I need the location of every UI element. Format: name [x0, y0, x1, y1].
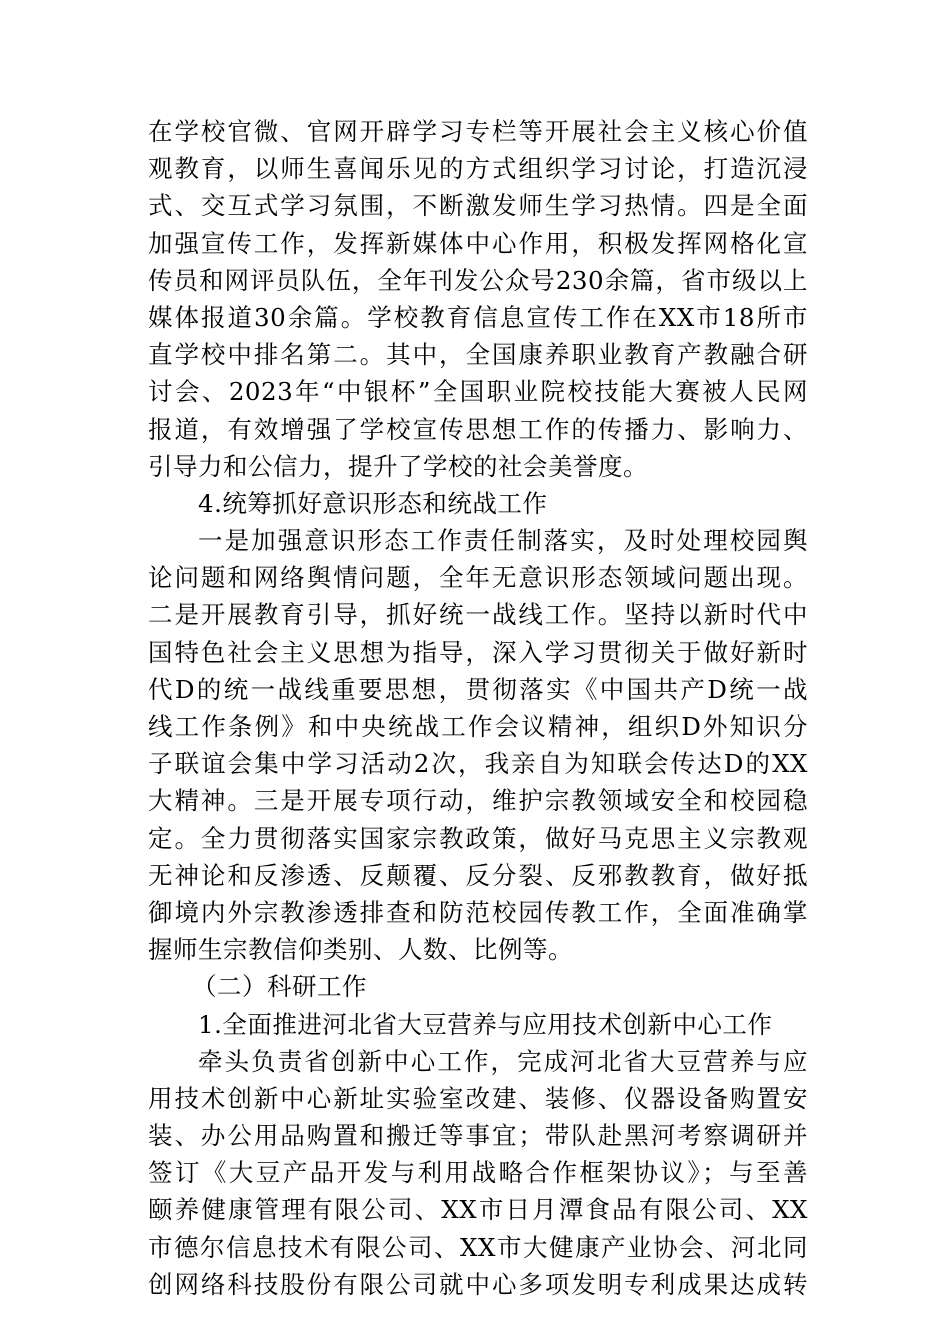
body-line: 定。全力贯彻落实国家宗教政策，做好马克思主义宗教观 — [148, 823, 808, 853]
body-line: 一是加强意识形态工作责任制落实，及时处理校园舆 — [198, 526, 808, 556]
body-line: 市德尔信息技术有限公司、XX市大健康产业协会、河北同 — [148, 1232, 808, 1262]
body-line: 讨会、2023年“中银杯”全国职业院校技能大赛被人民网 — [148, 377, 808, 407]
body-line: 在学校官微、官网开辟学习专栏等开展社会主义核心价值 — [148, 117, 808, 146]
body-line: 观教育，以师生喜闻乐见的方式组织学习讨论，打造沉浸 — [148, 154, 808, 184]
body-line: 装、办公用品购置和搬迁等事宜；带队赴黑河考察调研并 — [148, 1121, 808, 1151]
body-line: 二是开展教育引导，抓好统一战线工作。坚持以新时代中 — [148, 600, 808, 630]
body-line: 加强宣传工作，发挥新媒体中心作用，积极发挥网格化宣 — [148, 228, 808, 258]
body-line: 代D的统一战线重要思想，贯彻落实《中国共产D统一战 — [148, 674, 808, 704]
body-line: 直学校中排名第二。其中，全国康养职业教育产教融合研 — [148, 340, 808, 370]
body-line: 握师生宗教信仰类别、人数、比例等。 — [148, 935, 573, 965]
section-heading: 4.统筹抓好意识形态和统战工作 — [198, 488, 548, 518]
body-line: 论问题和网络舆情问题，全年无意识形态领域问题出现。 — [148, 563, 808, 593]
body-line: 引导力和公信力，提升了学校的社会美誉度。 — [148, 451, 648, 481]
body-line: 牵头负责省创新中心工作，完成河北省大豆营养与应 — [198, 1046, 808, 1076]
body-line: 线工作条例》和中央统战工作会议精神，组织D外知识分 — [148, 712, 808, 741]
body-line: 用技术创新中心新址实验室改建、装修、仪器设备购置安 — [148, 1083, 808, 1113]
document-page — [148, 113, 808, 1303]
body-line: 无神论和反渗透、反颠覆、反分裂、反邪教教育，做好抵 — [148, 860, 808, 890]
chapter-heading: （二）科研工作 — [192, 972, 367, 1002]
section-heading: 1.全面推进河北省大豆营养与应用技术创新中心工作 — [198, 1009, 773, 1039]
body-line: 国特色社会主义思想为指导，深入学习贯彻关于做好新时 — [148, 637, 808, 667]
body-line: 媒体报道30余篇。学校教育信息宣传工作在XX市18所市 — [148, 302, 808, 332]
body-line: 报道，有效增强了学校宣传思想工作的传播力、影响力、 — [148, 414, 808, 444]
body-line: 创网络科技股份有限公司就中心多项发明专利成果达成转 — [148, 1269, 808, 1299]
body-line: 传员和网评员队伍，全年刊发公众号230余篇，省市级以上 — [148, 265, 808, 295]
body-line: 御境内外宗教渗透排查和防范校园传教工作，全面准确掌 — [148, 897, 808, 927]
body-line: 大精神。三是开展专项行动，维护宗教领域安全和校园稳 — [148, 786, 808, 816]
body-line: 式、交互式学习氛围，不断激发师生学习热情。四是全面 — [148, 191, 808, 221]
body-line: 子联谊会集中学习活动2次，我亲自为知联会传达D的XX — [148, 749, 808, 779]
body-line: 颐养健康管理有限公司、XX市日月潭食品有限公司、XX — [148, 1195, 808, 1225]
body-line: 签订《大豆产品开发与利用战略合作框架协议》；与至善 — [148, 1158, 808, 1188]
